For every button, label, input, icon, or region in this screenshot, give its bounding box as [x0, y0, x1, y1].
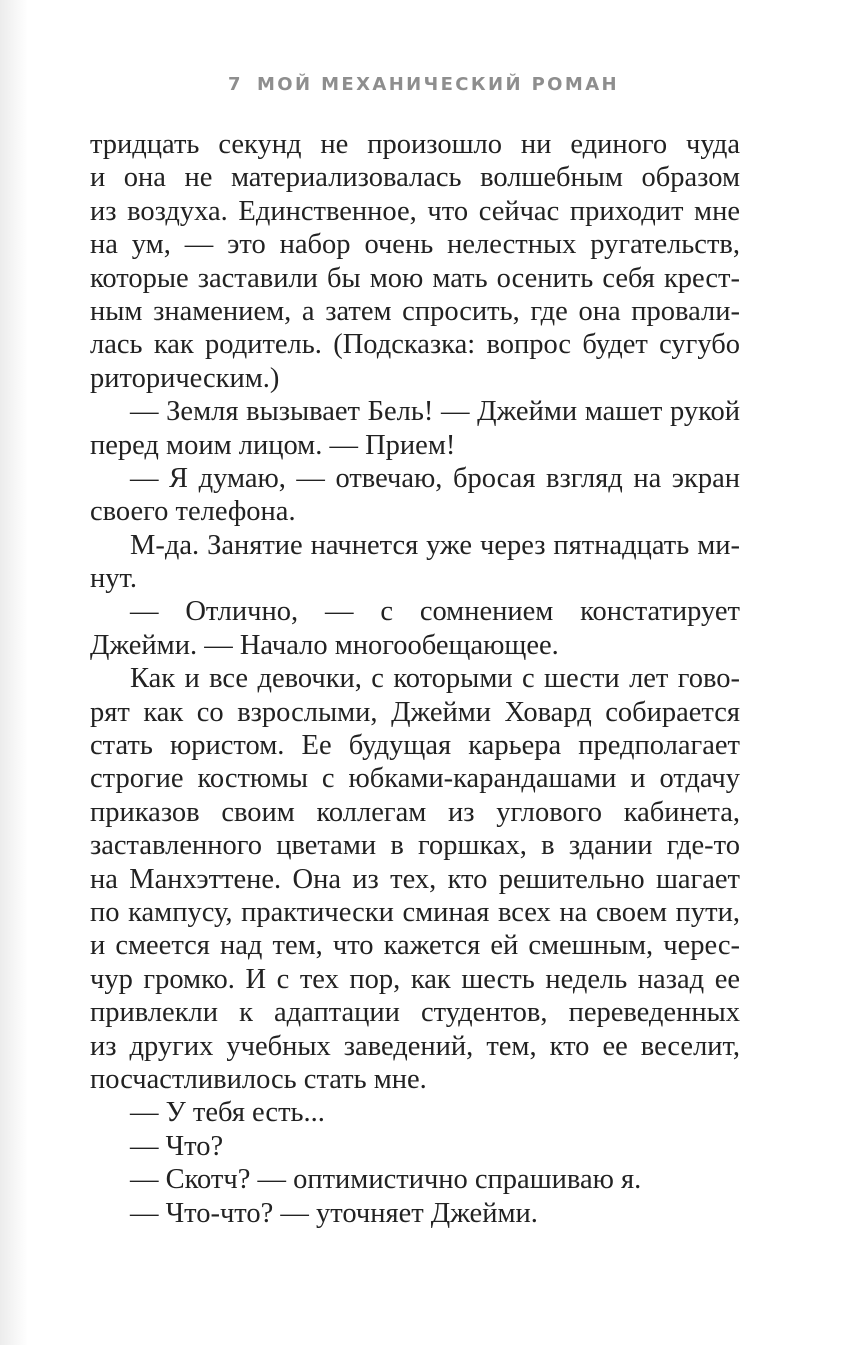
text-line: которые заставили бы мою мать осенить себя крест- — [90, 262, 740, 294]
text-line: по кампусу, практически сминая всех на своем пути, — [90, 896, 740, 928]
text-line: — Я думаю, — отвечаю, бросая взгляд на экран — [130, 462, 740, 494]
chapter-title: МОЙ МЕХАНИЧЕСКИЙ РОМАН — [256, 74, 619, 95]
text-line: — Земля вызывает Бель! — Джейми машет рукой — [130, 396, 740, 428]
page-number: 7 — [228, 74, 243, 95]
text-line: Как и все девочки, с которыми с шести лет гово- — [130, 663, 740, 695]
text-line: лась как родитель. (Подсказка: вопрос будет сугубо — [90, 329, 740, 361]
text-line: заставленного цветами в горшках, в здании где-то — [90, 830, 740, 862]
text-line: и смеется над тем, что кажется ей смешным, черес- — [90, 930, 740, 962]
text-line: ным знамением, а затем спросить, где она провали- — [90, 295, 740, 327]
text-line: — У тебя есть... — [130, 1097, 325, 1129]
text-line: своего телефона. — [90, 496, 296, 528]
text-line: риторическим.) — [90, 362, 280, 394]
text-line: строгие костюмы с юбками-карандашами и отдачу — [90, 763, 740, 795]
text-line: — Отлично, — с сомнением констатирует — [130, 596, 740, 628]
text-line: из других учебных заведений, тем, кто ее веселит, — [90, 1030, 740, 1062]
text-line: посчастливилось стать мне. — [90, 1063, 427, 1095]
text-line: — Что-что? — уточняет Джейми. — [130, 1197, 538, 1229]
text-line: стать юристом. Ее будущая карьера предполагает — [90, 730, 740, 762]
text-line: на Манхэттене. Она из тех, кто решительно шагает — [90, 863, 740, 895]
text-line: на ум, — это набор очень нелестных ругательств, — [90, 229, 740, 261]
text-line: привлекли к адаптации студентов, переведенных — [90, 997, 740, 1029]
text-line: чур громко. И с тех пор, как шесть недель назад ее — [90, 963, 740, 995]
text-line: тридцать секунд не произошло ни единого чуда — [90, 129, 740, 160]
text-line: перед моим лицом. — Прием! — [90, 429, 456, 461]
text-line: М-да. Занятие начнется уже через пятнадцать ми- — [130, 529, 740, 561]
page-gutter-shadow — [0, 0, 28, 1345]
text-line: Джейми. — Начало многообещающее. — [90, 629, 559, 661]
text-line: — Скотч? — оптимистично спрашиваю я. — [130, 1164, 642, 1196]
body-text — [90, 128, 740, 1230]
running-head — [0, 74, 847, 95]
text-line: — Что? — [130, 1130, 224, 1162]
text-line: рят как со взрослыми, Джейми Ховард собирается — [90, 696, 740, 728]
text-line: приказов своим коллегам из углового кабинета, — [90, 796, 740, 828]
text-line: нут. — [90, 563, 137, 595]
text-line: из воздуха. Единственное, что сейчас приходит мне — [90, 195, 740, 227]
text-line: и она не материализовалась волшебным образом — [90, 162, 740, 194]
